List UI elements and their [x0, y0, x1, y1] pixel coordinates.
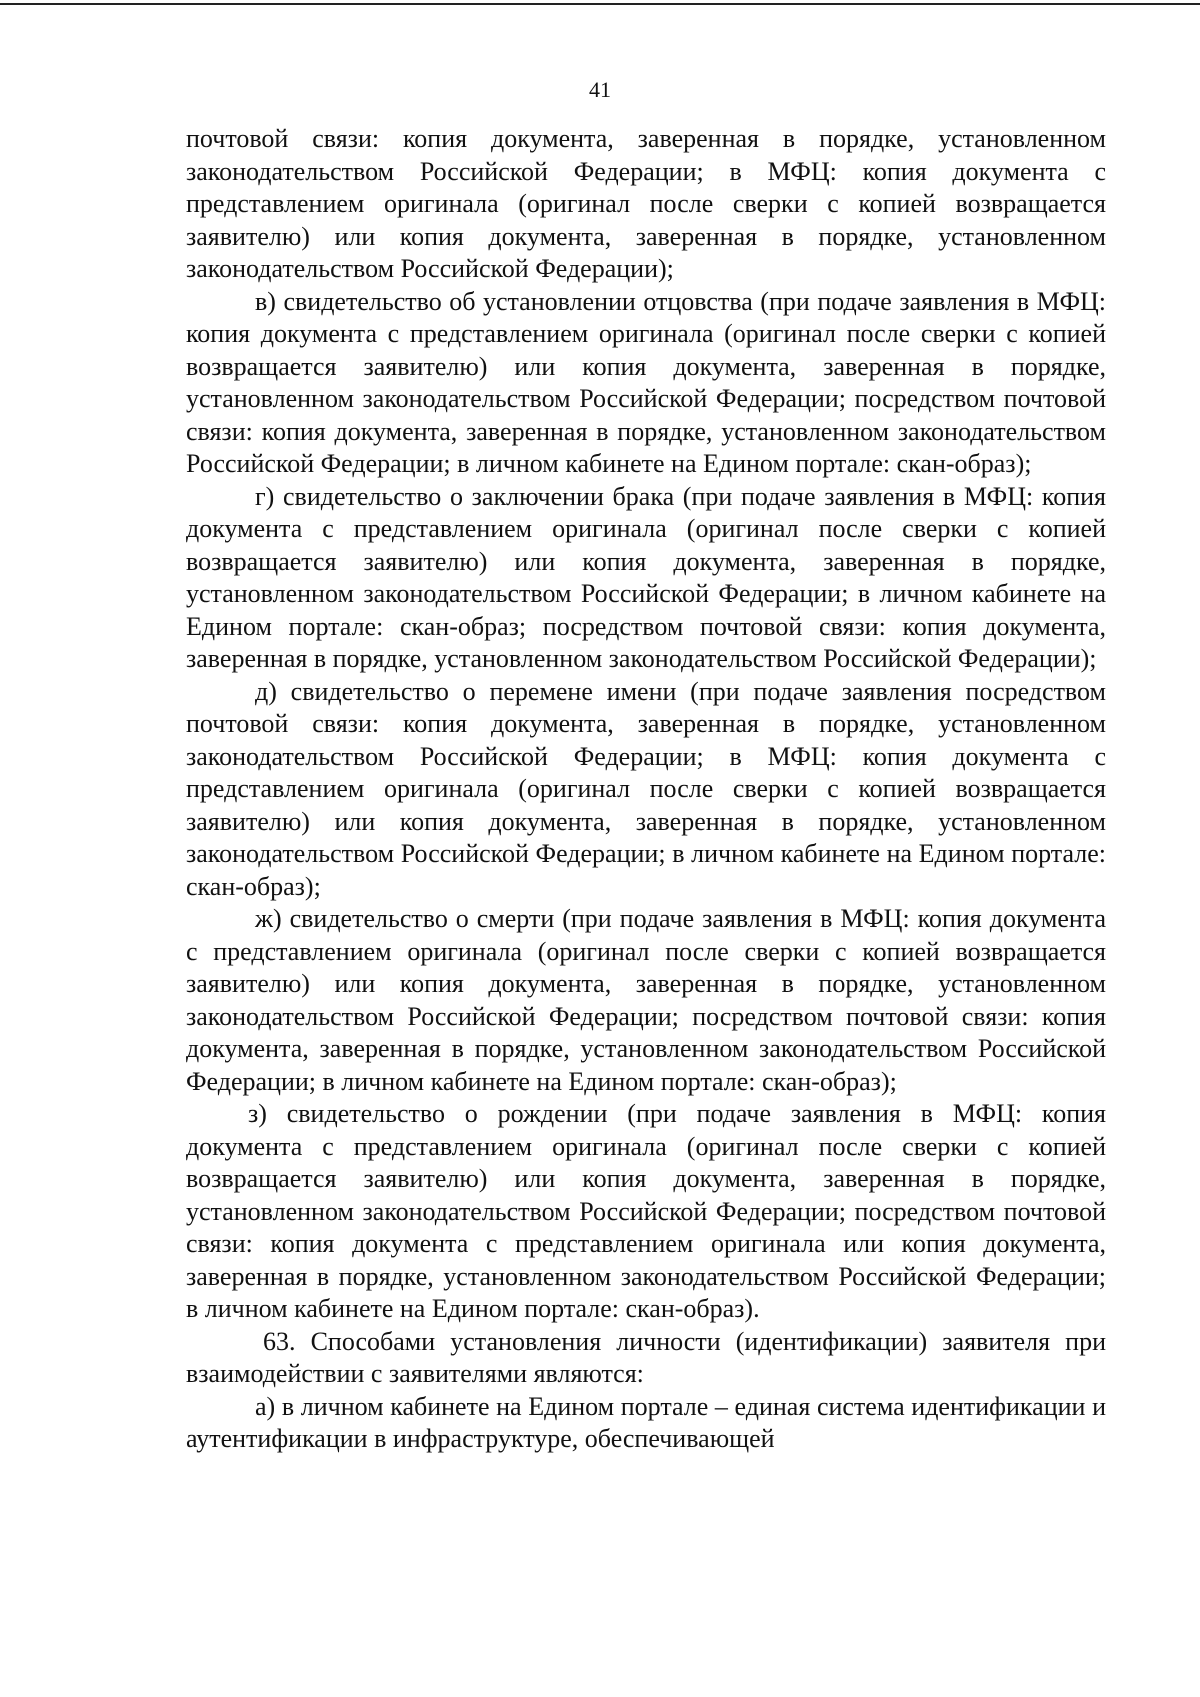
document-body: [186, 123, 1106, 1456]
top-edge-line: [0, 3, 1200, 5]
paragraph-d-name-change-certificate: д) свидетельство о перемене имени (при подаче заявления посредством почтовой связи: копия документа, заверенная в порядке, установленном законодательством Российской Федерации; в МФЦ: копия документа с представлением оригинала (оригинал после сверки с копией возвращается заявителю) или копия документа, заверенная в порядке, установленном законодательством Российской Федерации; в личном кабинете на Едином портале: скан-образ);: [186, 676, 1106, 901]
paragraph-63-identification-methods: 63. Способами установления личности (идентификации) заявителя при взаимодействии с заявителями являются:: [186, 1326, 1106, 1388]
paragraph-v-paternity-certificate: в) свидетельство об установлении отцовства (при подаче заявления в МФЦ: копия документа с представлением оригинала (оригинал после сверки с копией возвращается заявителю) или копия документа, заверенная в порядке, установленном законодательством Российской Федерации; посредством почтовой связи: копия документа, заверенная в порядке, установленном законодательством Российской Федерации; в личном кабинете на Едином портале: скан-образ);: [186, 286, 1106, 478]
paragraph-z-birth-certificate: з) свидетельство о рождении (при подаче заявления в МФЦ: копия документа с представлением оригинала (оригинал после сверки с копией возвращается заявителю) или копия документа, заверенная в порядке, установленном законодательством Российской Федерации; посредством почтовой связи: копия документа с представлением оригинала или копия документа, заверенная в порядке, установленном законодательством Российской Федерации; в личном кабинете на Едином портале: скан-образ).: [186, 1099, 1106, 1323]
page-number: 41: [589, 77, 611, 102]
paragraph-a-personal-account: а) в личном кабинете на Едином портале – единая система идентификации и аутентификации в инфраструктуре, обеспечивающей: [186, 1391, 1106, 1453]
paragraph-continuation: почтовой связи: копия документа, заверенная в порядке, установленном законодательством Российской Федерации; в МФЦ: копия документа с представлением оригинала (оригинал после сверки с копией возвращается заявителю) или копия документа, заверенная в порядке, установленном законодательством Российской Федерации);: [186, 124, 1106, 283]
paragraph-g-marriage-certificate: г) свидетельство о заключении брака (при подаче заявления в МФЦ: копия документа с представлением оригинала (оригинал после сверки с копией возвращается заявителю) или копия документа, заверенная в порядке, установленном законодательством Российской Федерации; в личном кабинете на Едином портале: скан-образ; посредством почтовой связи: копия документа, заверенная в порядке, установленном законодательством Российской Федерации);: [186, 481, 1106, 673]
paragraph-zh-death-certificate: ж) свидетельство о смерти (при подаче заявления в МФЦ: копия документа с представлением оригинала (оригинал после сверки с копией возвращается заявителю) или копия документа, заверенная в порядке, установленном законодательством Российской Федерации; посредством почтовой связи: копия документа, заверенная в порядке, установленном законодательством Российской Федерации; в личном кабинете на Едином портале: скан-образ);: [186, 904, 1106, 1096]
